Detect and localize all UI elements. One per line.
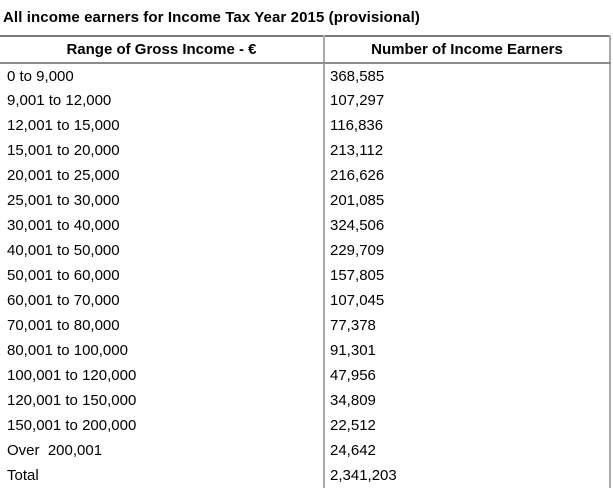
table-row bbox=[0, 363, 610, 388]
earner-count-cell: 368,585 bbox=[330, 67, 385, 85]
income-range-cell: 25,001 to 30,000 bbox=[0, 188, 324, 213]
earner-count-cell: 107,045 bbox=[330, 292, 385, 309]
income-range-cell: 40,001 to 50,000 bbox=[0, 238, 324, 263]
table-body bbox=[0, 63, 610, 488]
income-range-cell: Total bbox=[0, 463, 324, 488]
income-range-cell: 0 to 9,000 bbox=[0, 63, 324, 88]
income-range-cell: 150,001 to 200,000 bbox=[0, 413, 324, 438]
earner-count-cell: 34,809 bbox=[330, 392, 376, 409]
income-range-cell: 60,001 to 70,000 bbox=[0, 288, 324, 313]
income-earners-table bbox=[0, 35, 611, 488]
table-row bbox=[0, 88, 610, 113]
earner-count-cell: 229,709 bbox=[330, 242, 385, 259]
total-row bbox=[0, 463, 610, 488]
income-range-cell: 20,001 to 25,000 bbox=[0, 163, 324, 188]
earner-count-cell: 216,626 bbox=[330, 167, 385, 184]
income-range-cell: 70,001 to 80,000 bbox=[0, 313, 324, 338]
table-row bbox=[0, 438, 610, 463]
table-row bbox=[0, 413, 610, 438]
earner-count-cell: 47,956 bbox=[330, 367, 376, 384]
table-row bbox=[0, 288, 610, 313]
income-range-cell: 80,001 to 100,000 bbox=[0, 338, 324, 363]
income-range-cell: 50,001 to 60,000 bbox=[0, 263, 324, 288]
earner-count-cell: 24,642 bbox=[330, 442, 376, 459]
income-range-cell: 12,001 to 15,000 bbox=[0, 113, 324, 138]
table-row bbox=[0, 113, 610, 138]
income-range-cell: 15,001 to 20,000 bbox=[0, 138, 324, 163]
column-header-earner-count: Number of Income Earners bbox=[324, 36, 610, 63]
earner-count-cell: 91,301 bbox=[330, 342, 376, 359]
table-row bbox=[0, 63, 610, 88]
header-row bbox=[0, 36, 610, 63]
earner-count-cell: 22,512 bbox=[330, 417, 376, 434]
earner-count-cell: 324,506 bbox=[330, 217, 385, 234]
table-row bbox=[0, 238, 610, 263]
table-row bbox=[0, 188, 610, 213]
earner-count-cell: 213,112 bbox=[330, 142, 384, 159]
earner-count-cell: 157,805 bbox=[330, 267, 385, 284]
table-row bbox=[0, 338, 610, 363]
earner-count-cell: 77,378 bbox=[330, 317, 376, 334]
earner-count-cell: 107,297 bbox=[330, 92, 385, 109]
income-range-cell: 120,001 to 150,000 bbox=[0, 388, 324, 413]
table-row bbox=[0, 213, 610, 238]
page-title: All income earners for Income Tax Year 2015 (provisional) bbox=[3, 9, 420, 26]
table-row bbox=[0, 388, 610, 413]
income-range-cell: 9,001 to 12,000 bbox=[0, 88, 324, 113]
earner-count-cell: 201,085 bbox=[330, 192, 385, 209]
table-row bbox=[0, 313, 610, 338]
earner-count-cell: 116,836 bbox=[330, 117, 384, 134]
table-header bbox=[0, 36, 610, 63]
table-row bbox=[0, 163, 610, 188]
income-range-cell: Over 200,001 bbox=[0, 438, 324, 463]
column-header-income-range: Range of Gross Income - € bbox=[0, 36, 324, 63]
earner-count-cell: 2,341,203 bbox=[330, 467, 397, 484]
income-range-cell: 100,001 to 120,000 bbox=[0, 363, 324, 388]
income-range-cell: 30,001 to 40,000 bbox=[0, 213, 324, 238]
table-row bbox=[0, 263, 610, 288]
table-row bbox=[0, 138, 610, 163]
